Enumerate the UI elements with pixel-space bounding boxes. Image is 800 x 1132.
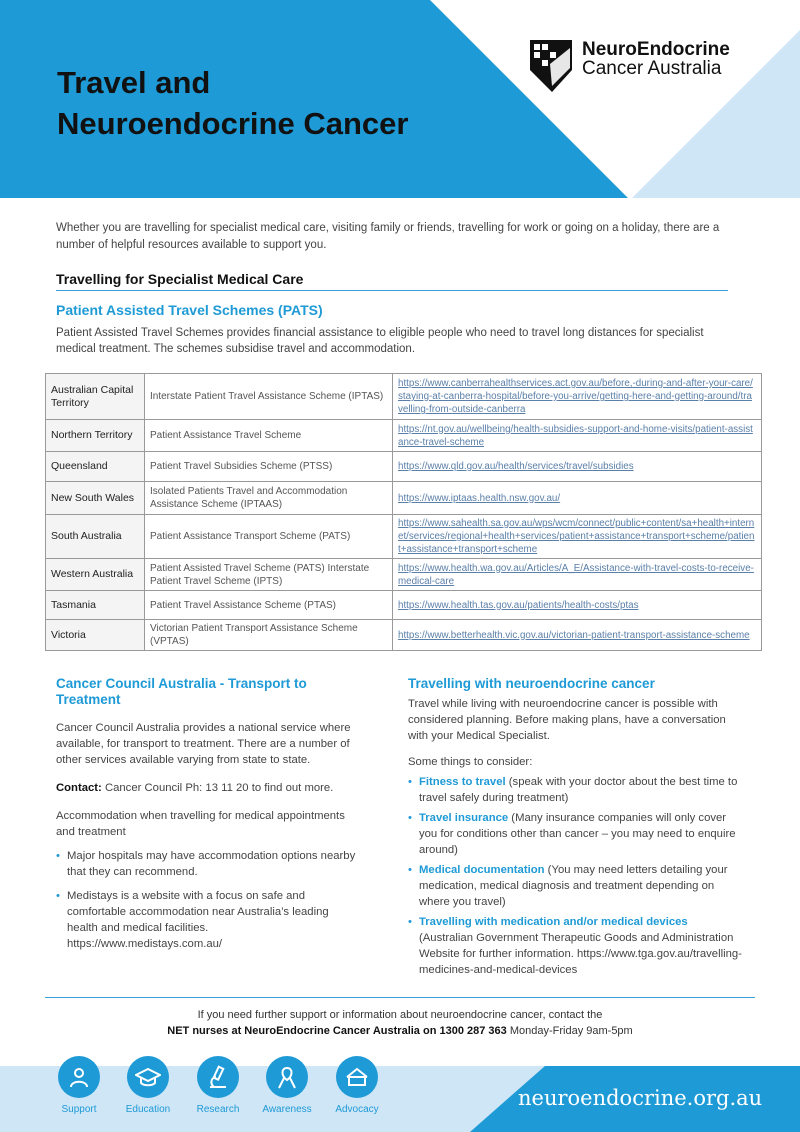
scheme-cell: Patient Travel Assistance Scheme (PTAS) [145, 591, 393, 620]
logo-line-2: Cancer Australia [582, 58, 722, 79]
url-cell [393, 620, 762, 651]
accommodation-heading: Accommodation when travelling for medical appointments and treatment [56, 810, 345, 838]
scheme-link[interactable]: https://www.iptaas.health.nsw.gov.au/ [398, 492, 561, 504]
consider-item-text: (Many insurance companies will only cover you for conditions other than cancer – you may need to enquire around) [419, 812, 736, 856]
footer-hours: Monday-Friday 9am-5pm [506, 1025, 633, 1037]
pats-heading: Patient Assisted Travel Schemes (PATS) [56, 302, 323, 318]
consider-list [408, 774, 743, 978]
scheme-cell: Victorian Patient Transport Assistance Scheme (VPTAS) [145, 620, 393, 651]
table-row [46, 620, 762, 651]
scheme-link[interactable]: https://www.health.wa.gov.au/Articles/A_E/Assistance-with-travel-costs-to-receive-medical-care [398, 562, 754, 587]
table-row [46, 515, 762, 559]
url-cell [393, 374, 762, 420]
scheme-link[interactable]: https://www.betterhealth.vic.gov.au/victorian-patient-transport-assistance-scheme [398, 629, 750, 641]
consider-item-text: (Australian Government Therapeutic Goods and Administration Website for further information. https://www.tga.gov.au/travelling-medicines-and-medical-devices [419, 932, 742, 976]
scheme-link[interactable]: https://nt.gov.au/wellbeing/health-subsidies-support-and-home-visits/patient-assistance-travel-scheme [398, 423, 753, 448]
url-cell [393, 420, 762, 452]
title-line-1: Travel and [57, 65, 211, 100]
state-cell: Western Australia [46, 559, 145, 591]
list-item [56, 888, 356, 952]
intro-paragraph: Whether you are travelling for specialist medical care, visiting family or friends, travelling for work or going on a holiday, there are a number of helpful resources available to support you. [56, 222, 720, 251]
list-item [408, 862, 743, 910]
scheme-link[interactable]: https://www.health.tas.gov.au/patients/health-costs/ptas [398, 599, 639, 611]
cancer-council-column [56, 676, 356, 952]
table-row [46, 559, 762, 591]
state-cell: Northern Territory [46, 420, 145, 452]
scheme-cell: Patient Assistance Travel Scheme [145, 420, 393, 452]
table-row [46, 482, 762, 515]
logo-mark-icon [530, 40, 574, 92]
medistays-text: Medistays is a website with a focus on safe and comfortable accommodation near Australia’s leading health and medical facilities. [67, 890, 329, 934]
education-label: Education [125, 1104, 171, 1115]
research-item[interactable] [188, 1056, 248, 1115]
page-title [57, 62, 408, 144]
state-cell: New South Wales [46, 482, 145, 515]
list-item [408, 774, 743, 806]
url-cell [393, 559, 762, 591]
advocacy-item[interactable] [327, 1056, 387, 1115]
state-cell: Tasmania [46, 591, 145, 620]
state-cell: South Australia [46, 515, 145, 559]
contact-label: Contact: [56, 782, 102, 794]
consider-item-label: Travel insurance [419, 812, 509, 824]
website-link[interactable]: neuroendocrine.org.au [518, 1086, 763, 1110]
footer-line-1: If you need further support or information about neuroendocrine cancer, contact the [197, 1009, 603, 1021]
list-item [408, 810, 743, 858]
url-cell [393, 482, 762, 515]
research-label: Research [196, 1104, 240, 1115]
table-row [46, 420, 762, 452]
footer-contact [0, 1007, 800, 1039]
url-cell [393, 452, 762, 482]
state-cell: Queensland [46, 452, 145, 482]
url-cell [393, 515, 762, 559]
consider-item-label: Medical documentation [419, 864, 545, 876]
logo [530, 40, 750, 96]
logo-text [582, 40, 730, 78]
scheme-cell: Interstate Patient Travel Assistance Scheme (IPTAS) [145, 374, 393, 420]
travelling-heading: Travelling with neuroendocrine cancer [408, 676, 655, 691]
consider-item-label: Fitness to travel [419, 776, 506, 788]
support-label: Support [61, 1104, 97, 1115]
title-line-2: Neuroendocrine Cancer [57, 106, 409, 141]
scheme-cell: Patient Assisted Travel Scheme (PATS) Interstate Patient Travel Scheme (IPTS) [145, 559, 393, 591]
awareness-icon [266, 1056, 308, 1098]
consider-item-text: (speak with your doctor about the best time to travel safely during treatment) [419, 776, 738, 804]
education-item[interactable] [118, 1056, 178, 1115]
awareness-label: Awareness [262, 1104, 312, 1115]
travelling-body: Travel while living with neuroendocrine cancer is possible with considered planning. Before making plans, have a conversation with your Medical Specialist. [408, 698, 726, 742]
accommodation-list [56, 848, 356, 952]
research-icon [197, 1056, 239, 1098]
awareness-item[interactable] [257, 1056, 317, 1115]
cancer-council-body: Cancer Council Australia provides a national service where available, for transport to treatment. There are a number of other services available varying from state to state. [56, 722, 351, 766]
medistays-link[interactable]: https://www.medistays.com.au/ [67, 938, 223, 950]
consider-item-text: (You may need letters detailing your medication, medical diagnosis and treatment depending on where you travel) [419, 864, 728, 908]
advocacy-label: Advocacy [335, 1104, 379, 1115]
education-icon [127, 1056, 169, 1098]
table-row [46, 452, 762, 482]
footer-phone: NET nurses at NeuroEndocrine Cancer Australia on 1300 287 363 [167, 1025, 507, 1037]
footer-divider [45, 997, 755, 998]
consider-label: Some things to consider: [408, 756, 533, 768]
contact-text: Cancer Council Ph: 13 11 20 to find out more. [104, 782, 334, 794]
section-divider [56, 290, 728, 291]
state-cell: Australian Capital Territory [46, 374, 145, 420]
advocacy-icon [336, 1056, 378, 1098]
support-icon [58, 1056, 100, 1098]
contact-line [56, 780, 356, 796]
cancer-council-heading: Cancer Council Australia - Transport to Treatment [56, 676, 307, 707]
travelling-column [408, 676, 743, 978]
logo-line-1: NeuroEndocrine [582, 39, 730, 60]
list-item [408, 914, 743, 978]
support-item[interactable] [49, 1056, 109, 1115]
section-title: Travelling for Specialist Medical Care [56, 271, 304, 287]
scheme-cell: Isolated Patients Travel and Accommodation Assistance Scheme (IPTAAS) [145, 482, 393, 515]
scheme-cell: Patient Travel Subsidies Scheme (PTSS) [145, 452, 393, 482]
page-header [0, 0, 800, 198]
pats-description: Patient Assisted Travel Schemes provides financial assistance to eligible people who need to travel long distances for specialist medical treatment. The schemes subsidise travel and accommodation. [56, 327, 704, 355]
scheme-link[interactable]: https://www.canberrahealthservices.act.gov.au/before,-during-and-after-your-care/staying-at-canberra-hospital/before-you-arrive/getting-here-and-getting-around/travelling-from-outside-canberra [398, 378, 753, 415]
scheme-link[interactable]: https://www.sahealth.sa.gov.au/wps/wcm/connect/public+content/sa+health+internet/services/regional+health+services/patient+assistance+transport+scheme/patient+assistance+transport+scheme [398, 518, 755, 555]
state-cell: Victoria [46, 620, 145, 651]
url-cell [393, 591, 762, 620]
consider-item-label: Travelling with medication and/or medical devices [419, 916, 688, 928]
table-row [46, 591, 762, 620]
table-row [46, 374, 762, 420]
scheme-link[interactable]: https://www.qld.gov.au/health/services/travel/subsidies [398, 461, 634, 472]
scheme-cell: Patient Assistance Transport Scheme (PATS) [145, 515, 393, 559]
footer-line-2 [0, 1023, 800, 1039]
footer-band [0, 1048, 800, 1132]
list-item: • Major hospitals may have accommodation options nearby that they can recommend. [56, 848, 356, 880]
pats-table [45, 373, 762, 651]
